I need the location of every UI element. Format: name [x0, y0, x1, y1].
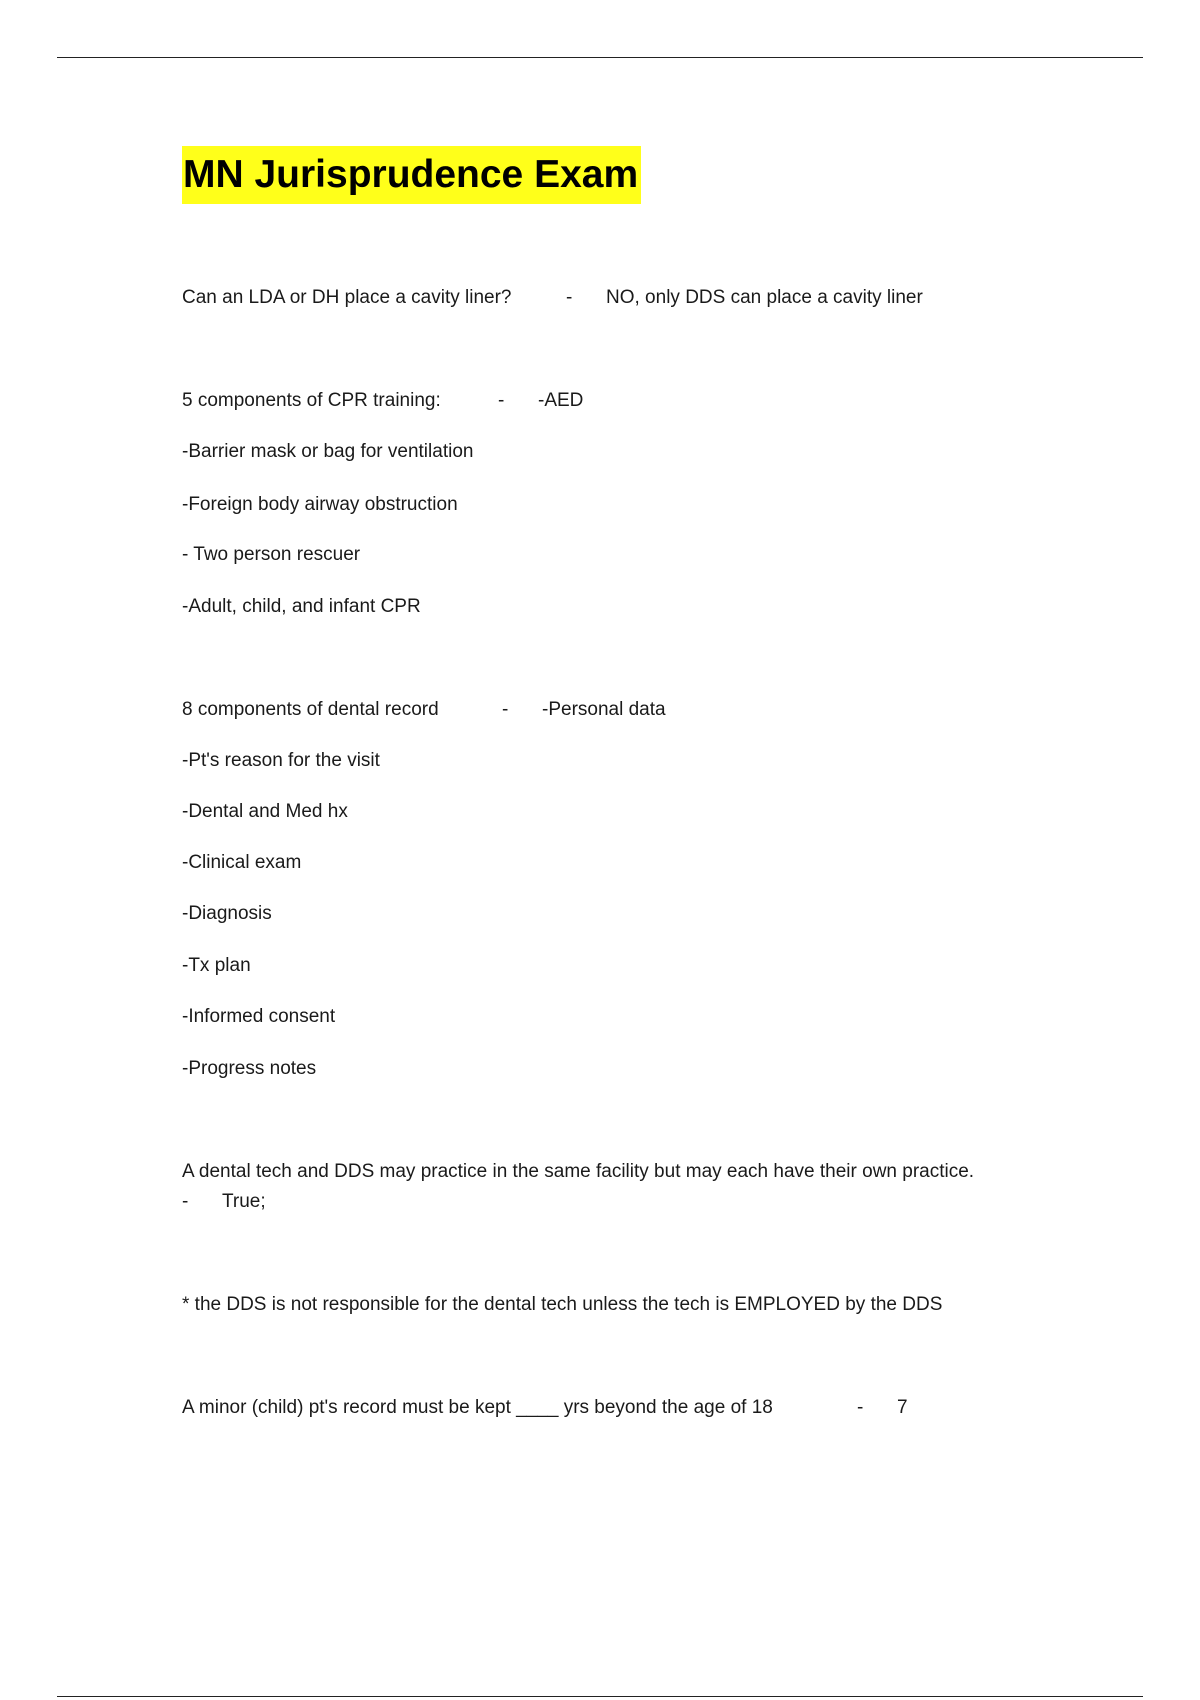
list-item: -Foreign body airway obstruction — [182, 494, 458, 515]
question-dental-tech: A dental tech and DDS may practice in the same facility but may each have their own practice. — [182, 1161, 975, 1182]
list-item: - Two person rescuer — [182, 544, 361, 565]
dash-separator: - — [182, 1191, 189, 1212]
list-item: -Diagnosis — [182, 903, 272, 924]
list-item: -Tx plan — [182, 955, 251, 976]
list-item: -Barrier mask or bag for ventilation — [182, 441, 474, 462]
dash-separator: - — [498, 390, 505, 411]
question-text: A minor (child) pt's record must be kept ____ yrs beyond the age of 18 — [182, 1397, 773, 1418]
answer-text: NO, only DDS can place a cavity liner — [606, 287, 923, 308]
list-item: -Informed consent — [182, 1006, 336, 1027]
list-item: -Pt's reason for the visit — [182, 750, 380, 771]
answer-text: -AED — [538, 390, 584, 411]
title-highlight — [182, 146, 641, 204]
top-rule — [57, 57, 1143, 58]
dash-separator: - — [566, 287, 573, 308]
list-item: -Progress notes — [182, 1058, 317, 1079]
answer-text: -Personal data — [542, 699, 666, 720]
bottom-rule — [57, 1696, 1143, 1697]
page-title: MN Jurisprudence Exam — [183, 153, 639, 196]
list-item: -Dental and Med hx — [182, 801, 348, 822]
note-text: * the DDS is not responsible for the dental tech unless the tech is EMPLOYED by the DDS — [182, 1294, 943, 1315]
dash-separator: - — [502, 699, 509, 720]
list-item: -Clinical exam — [182, 852, 302, 873]
question-text: 5 components of CPR training: — [182, 390, 441, 411]
answer-text: True; — [222, 1191, 266, 1212]
answer-text: 7 — [897, 1397, 908, 1418]
question-text: 8 components of dental record — [182, 699, 439, 720]
question-text: Can an LDA or DH place a cavity liner? — [182, 287, 512, 308]
dash-separator: - — [857, 1397, 864, 1418]
list-item: -Adult, child, and infant CPR — [182, 596, 421, 617]
